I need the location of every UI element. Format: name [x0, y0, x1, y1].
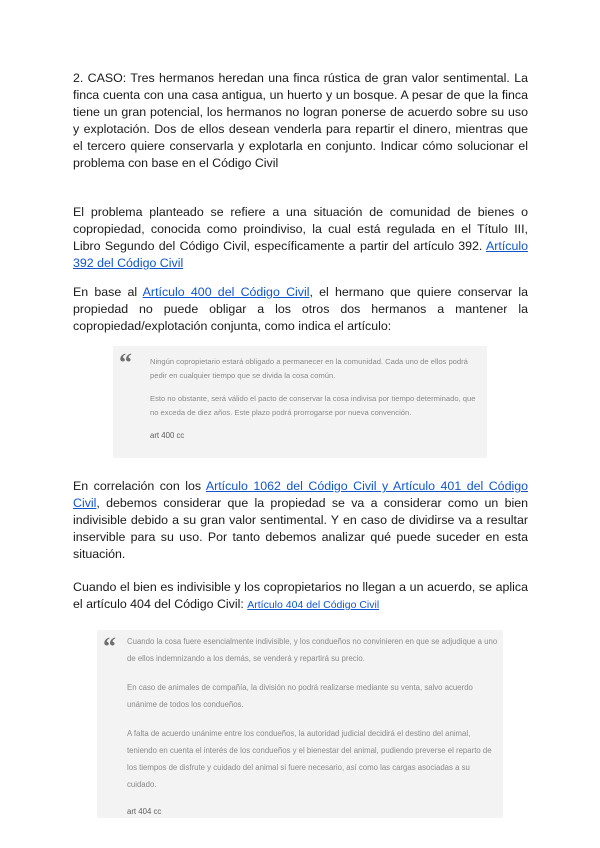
- link-articulo-392[interactable]: Artículo 392 del Código Civil: [73, 239, 528, 270]
- link-articulo-404[interactable]: Artículo 404 del Código Civil: [247, 599, 380, 611]
- paragraph-text: Cuando el bien es indivisible y los copropietarios no llegan a un acuerdo, se aplica el artículo 404 del Código Civil:: [73, 580, 528, 611]
- paragraph-text-before: En correlación con los: [73, 479, 206, 493]
- document-body: [73, 70, 528, 818]
- paragraph-correlacion: [73, 478, 528, 563]
- link-articulo-400[interactable]: Artículo 400 del Código Civil: [142, 285, 310, 299]
- link-articulo-1062-401[interactable]: Artículo 1062 del Código Civil y Artículo 401 del Código Civil: [73, 479, 528, 510]
- blockquote-art-400: [113, 346, 487, 458]
- quote-mark-icon: “: [103, 632, 116, 661]
- quote-paragraph: Cuando la cosa fuere esencialmente indivisible, y los condueños no convinieren en que se adjudique a uno de ellos indemnizando a los demás, se venderá y repartirá su precio.: [127, 637, 498, 663]
- paragraph-proindiviso: [73, 204, 528, 272]
- blockquote-content: [127, 633, 499, 819]
- blockquote-content: [150, 355, 478, 443]
- blockquote-art-404: [97, 630, 503, 818]
- quote-paragraph: Ningún copropietario estará obligado a permanecer en la comunidad. Cada uno de ellos podrá pedir en cualquier tiempo que se divida la cosa común.: [150, 357, 468, 380]
- quote-source: art 404 cc: [127, 807, 162, 816]
- quote-mark-icon: “: [119, 348, 132, 377]
- paragraph-text-after: , el hermano que quiere conservar la propiedad no puede obligar a los otros dos hermanos a mantener la copropiedad/explotación conjunta, como indica el artículo:: [73, 285, 528, 333]
- quote-source: art 400 cc: [150, 431, 185, 440]
- quote-paragraph: En caso de animales de compañía, la división no podrá realizarse mediante su venta, salvo acuerdo unánime de todos los condueños.: [127, 683, 473, 709]
- paragraph-articulo-404: [73, 579, 528, 614]
- paragraph-text: El problema planteado se refiere a una situación de comunidad de bienes o copropiedad, conocida como proindiviso, la cual está regulada en el Título III, Libro Segundo del Código Civil, específicamente a partir del artículo 392.: [73, 205, 528, 253]
- quote-paragraph: Esto no obstante, será válido el pacto de conservar la cosa indivisa por tiempo determinado, que no exceda de diez años. Este plazo podrá prorrogarse por nueva convención.: [150, 394, 476, 417]
- paragraph-text-before: En base al: [73, 285, 143, 299]
- case-question: 2. CASO: Tres hermanos heredan una finca rústica de gran valor sentimental. La finca cuenta con una casa antigua, un huerto y un bosque. A pesar de que la finca tiene un gran potencial, los hermanos no logran ponerse de acuerdo sobre su uso y explotación. Dos de ellos desean venderla para repartir el dinero, mientras que el tercero quiere conservarla y explotarla en conjunto. Indicar cómo solucionar el problema con base en el Código Civil: [73, 71, 528, 170]
- paragraph-articulo-400: [73, 284, 528, 335]
- quote-paragraph: A falta de acuerdo unánime entre los condueños, la autoridad judicial decidirá el destino del animal, teniendo en cuenta el interés de los condueños y el bienestar del animal, pudiendo preverse el reparto de los tiempos de disfrute y cuidado del animal si fuere necesario, así como las cargas asociadas a su cuidado.: [127, 729, 492, 789]
- paragraph-text-after: , debemos considerar que la propiedad se va a considerar como un bien indivisible debido a su gran valor sentimental. Y en caso de dividirse va a resultar inservible para su uso. Por tanto debemos analizar qué puede suceder en esta situación.: [73, 496, 528, 561]
